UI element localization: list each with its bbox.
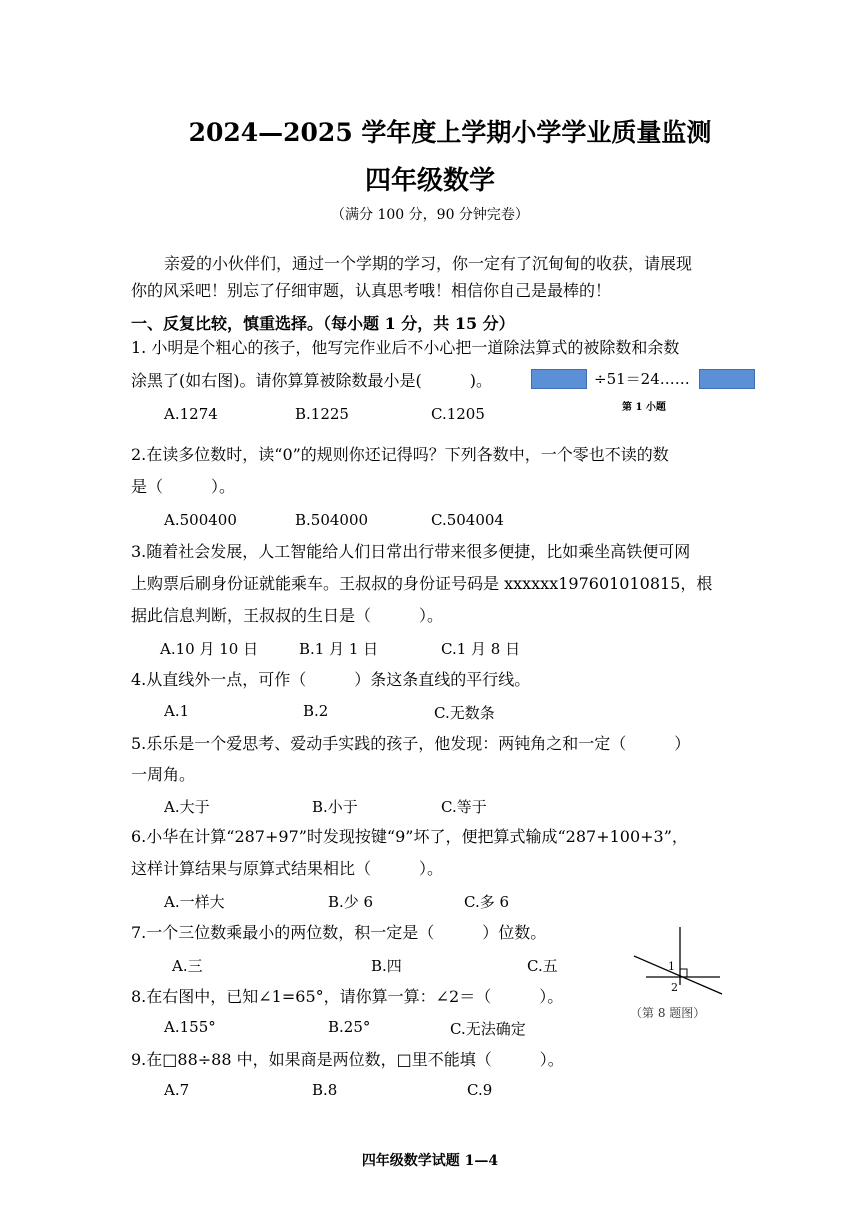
q1-line-2: 涂黑了(如右图)。请你算算被除数最小是( )。: [131, 371, 492, 390]
q5-option-a[interactable]: A.大于: [164, 798, 210, 816]
q3-option-b[interactable]: B.1 月 1 日: [299, 640, 379, 658]
q2-line-1: 2.在读多位数时，读“0”的规则你还记得吗？下列各数中，一个零也不读的数: [131, 445, 669, 464]
exam-subtitle: 四年级数学: [364, 166, 495, 196]
q4-option-a[interactable]: A.1: [164, 702, 190, 720]
q1-option-c[interactable]: C.1205: [431, 405, 485, 423]
q9-option-c[interactable]: C.9: [467, 1081, 493, 1099]
q6-line-1: 6.小华在计算“287+97”时发现按键“9”坏了，便把算式输成“287+100+3”，: [131, 827, 688, 846]
q8-line-1: 8.在右图中，已知∠1=65°，请你算一算：∠2＝（ ）。: [131, 987, 564, 1006]
q3-option-c[interactable]: C.1 月 8 日: [441, 640, 521, 658]
q3-line-3: 据此信息判断，王叔叔的生日是（ ）。: [131, 606, 444, 625]
q3-option-a[interactable]: A.10 月 10 日: [160, 640, 259, 658]
page-footer: 四年级数学试题 1—4: [361, 1153, 499, 1169]
angle-figure: [628, 925, 723, 1005]
q7-option-a[interactable]: A.三: [172, 957, 203, 975]
q4-line-1: 4.从直线外一点，可作（ ）条这条直线的平行线。: [131, 670, 531, 689]
q3-line-2: 上购票后刷身份证就能乘车。王叔叔的身份证号码是 xxxxxx197601010815，根: [131, 574, 713, 593]
q6-option-a[interactable]: A.一样大: [164, 893, 225, 911]
redacted-dividend-box: [531, 369, 587, 389]
q5-option-c[interactable]: C.等于: [441, 798, 487, 816]
q7-option-b[interactable]: B.四: [371, 957, 402, 975]
q2-option-c[interactable]: C.504004: [431, 511, 504, 529]
transversal-line: [634, 956, 722, 994]
q1-figure-caption: 第 1 小题: [622, 402, 666, 413]
q3-line-1: 3.随着社会发展，人工智能给人们日常出行带来很多便捷，比如乘坐高铁便可网: [131, 542, 691, 561]
q4-option-b[interactable]: B.2: [303, 702, 329, 720]
q5-line-2: 一周角。: [131, 765, 196, 784]
q6-option-c[interactable]: C.多 6: [464, 893, 510, 911]
q8-option-b[interactable]: B.25°: [328, 1018, 371, 1036]
q9-line-1: 9.在□88÷88 中，如果商是两位数，□里不能填（ ）。: [131, 1050, 564, 1069]
q1-figure-equation: ÷51＝24……: [594, 370, 690, 388]
q6-line-2: 这样计算结果与原算式结果相比（ ）。: [131, 859, 444, 878]
redacted-remainder-box: [699, 369, 755, 389]
q1-option-a[interactable]: A.1274: [164, 405, 218, 423]
q9-option-a[interactable]: A.7: [164, 1081, 190, 1099]
angle-2-label: 2: [671, 981, 678, 994]
q8-figure-caption: （第 8 题图）: [630, 1006, 706, 1020]
q1-line-1: 1. 小明是个粗心的孩子，他写完作业后不小心把一道除法算式的被除数和余数: [131, 338, 680, 357]
q5-line-1: 5.乐乐是一个爱思考、爱动手实践的孩子，他发现：两钝角之和一定（ ）: [131, 734, 691, 753]
section-heading: 一、反复比较，慎重选择。（每小题 1 分，共 15 分）: [131, 314, 515, 333]
q8-option-c[interactable]: C.无法确定: [450, 1020, 526, 1038]
exam-note: （满分 100 分，90 分钟完卷）: [331, 207, 529, 223]
q4-option-c[interactable]: C.无数条: [434, 704, 495, 722]
intro-line-1: 亲爱的小伙伴们，通过一个学期的学习，你一定有了沉甸甸的收获，请展现: [164, 254, 693, 273]
q7-line-1: 7.一个三位数乘最小的两位数，积一定是（ ）位数。: [131, 923, 547, 942]
q7-option-c[interactable]: C.五: [527, 957, 558, 975]
exam-title: 2024—2025 学年度上学期小学学业质量监测: [188, 118, 712, 147]
q2-line-2: 是（ ）。: [131, 477, 236, 496]
q9-option-b[interactable]: B.8: [312, 1081, 338, 1099]
q1-option-b[interactable]: B.1225: [295, 405, 349, 423]
q2-option-b[interactable]: B.504000: [295, 511, 369, 529]
q8-option-a[interactable]: A.155°: [164, 1018, 216, 1036]
q5-option-b[interactable]: B.小于: [312, 798, 358, 816]
angle-1-label: 1: [668, 960, 675, 973]
q6-option-b[interactable]: B.少 6: [328, 893, 374, 911]
intro-line-2: 你的风采吧！别忘了仔细审题，认真思考哦！相信你自己是最棒的！: [131, 281, 612, 300]
q2-option-a[interactable]: A.500400: [164, 511, 237, 529]
